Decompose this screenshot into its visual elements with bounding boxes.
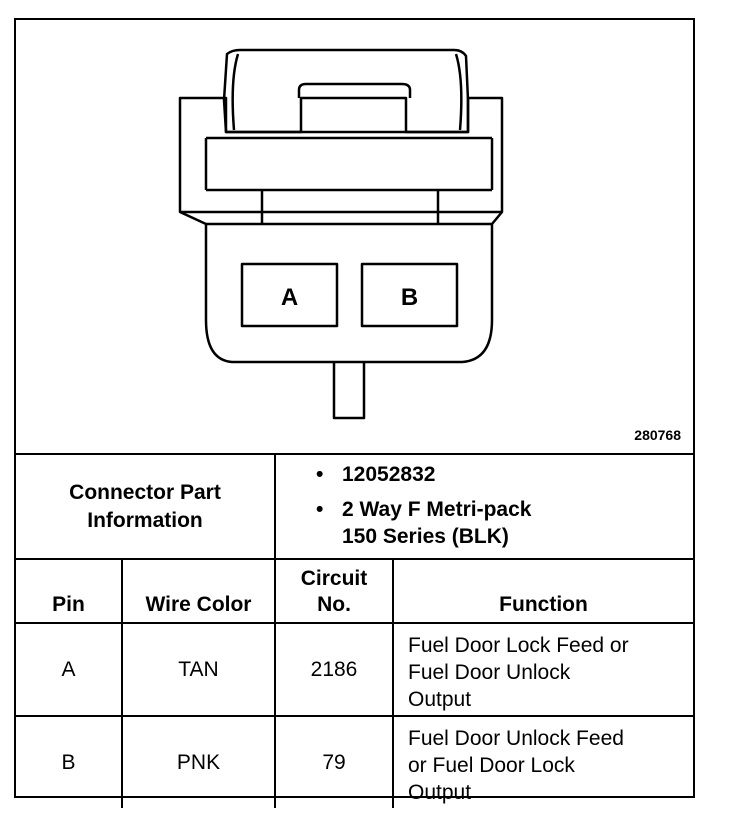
bullet-icon: •: [316, 463, 324, 486]
part-description-line1: 2 Way F Metri-pack: [342, 498, 532, 521]
part-description-line2: 150 Series (BLK): [342, 525, 509, 548]
figure-number: 280768: [634, 427, 681, 443]
cavity-a-label: A: [280, 284, 299, 311]
circuit-header-line2: No.: [317, 593, 351, 616]
function-line: Fuel Door Unlock: [408, 661, 571, 684]
circuit-cell: 2186: [275, 623, 393, 716]
connector-diagram: [16, 20, 693, 455]
connector-table: [16, 455, 693, 808]
connector-part-label-line1: Connector Part: [69, 480, 221, 504]
wire-color-cell: TAN: [122, 623, 275, 716]
function-line: Fuel Door Unlock Feed: [408, 727, 624, 750]
wire-stub: [334, 362, 364, 418]
connector-part-label-line2: Information: [87, 508, 203, 532]
part-number: 12052832: [342, 463, 436, 486]
pin-cell: B: [16, 716, 122, 808]
circuit-cell: 79: [275, 716, 393, 808]
circuit-header-line1: Circuit: [300, 567, 368, 590]
function-cell: [393, 716, 693, 808]
pin-cell: A: [16, 623, 122, 716]
header-row: [16, 559, 693, 623]
table-row: [16, 623, 693, 716]
part-item: [316, 461, 693, 488]
part-item: [316, 496, 693, 550]
connector-sheet: [14, 18, 695, 804]
connector-drawing: [16, 20, 693, 453]
wire-color-header: Wire Color: [122, 559, 275, 623]
function-line: Output: [408, 688, 472, 711]
bullet-icon: •: [316, 498, 324, 521]
wire-color-cell: PNK: [122, 716, 275, 808]
connector-latch: [224, 50, 468, 132]
pin-header: Pin: [16, 559, 122, 623]
function-cell: [393, 623, 693, 716]
connector-part-row: [16, 455, 693, 559]
function-header: Function: [393, 559, 693, 623]
function-line: Fuel Door Lock Feed or: [408, 634, 629, 657]
cavity-b-label: B: [400, 284, 419, 311]
function-line: or Fuel Door Lock: [408, 754, 575, 777]
table-row: [16, 716, 693, 808]
circuit-header: [275, 559, 393, 623]
connector-part-details: [275, 455, 693, 559]
function-line: Output: [408, 781, 472, 804]
connector-part-label: [16, 455, 275, 559]
